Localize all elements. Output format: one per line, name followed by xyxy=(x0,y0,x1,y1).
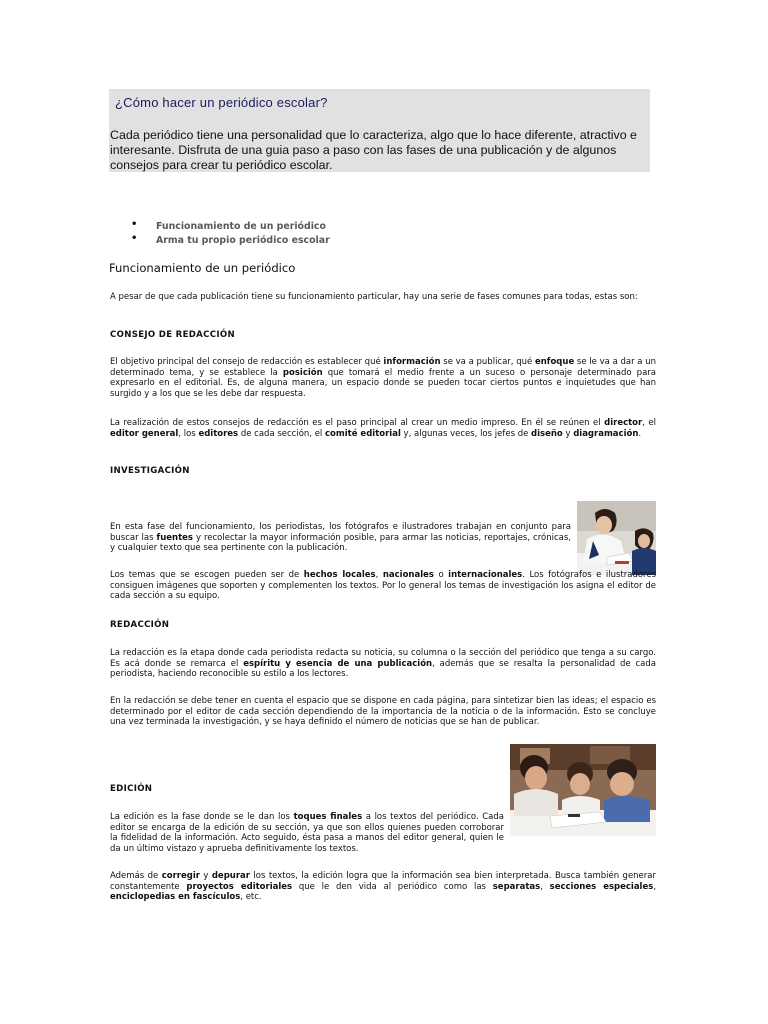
heading-redaccion: REDACCIÓN xyxy=(110,620,170,630)
toc-link-arma-tu-periodico[interactable] xyxy=(128,235,330,249)
edicion-paragraph-2: Además de corregir y depurar los textos, la edición logra que la información sea bien interpretada. Busca también generar constantemente proyectos editoriales que le den vida al periódico como las separatas, secciones especiales, enciclopedias en fascículos, etc. xyxy=(110,871,657,903)
bold-term: comité editorial xyxy=(325,428,401,439)
toc-link-label: Funcionamiento de un periódico xyxy=(156,221,326,232)
redaccion-paragraph-1: La redacción es la etapa donde cada periodista redacta su noticia, su columna o la sección del periódico que tenga a su cargo. Es acá donde se remarca el espíritu y esencia de una publicación, además que se resalta la personalidad de cada periodista, haciendo reconocible su estilo a los lectores. xyxy=(110,648,656,680)
bold-term: enfoque xyxy=(534,357,575,367)
header-intro: Cada periódico tiene una personalidad que lo caracteriza, algo que lo hace diferente, atractivo e interesante. Disfruta de una guia paso a paso con las fases de una publicación y de algunos consejos para crear tu periódico escolar. xyxy=(110,128,637,172)
section-intro: A pesar de que cada publicación tiene su funcionamiento particular, hay una serie de fases comunes para todas, estas son: xyxy=(110,292,638,302)
heading-edicion: EDICIÓN xyxy=(110,784,153,794)
bullet-icon: • xyxy=(131,233,138,244)
bold-term: corregir xyxy=(161,871,200,881)
bold-term: nacionales xyxy=(382,570,434,580)
bold-term: depurar xyxy=(211,871,250,881)
section-heading: Funcionamiento de un periódico xyxy=(109,261,296,275)
investigacion-paragraph-1: En esta fase del funcionamiento, los periodistas, los fotógrafos e ilustradores trabajan en conjunto para buscar las fuentes y recolectar la mayor información posible, para armar las noticias, reportajes, crónicas, y cualquier texto que sea pertinente con la publicación. xyxy=(110,522,571,554)
bold-term: toques finales xyxy=(293,812,363,822)
bold-term: director xyxy=(604,418,643,428)
bold-term: información xyxy=(383,357,441,367)
consejo-paragraph-2: La realización de estos consejos de redacción es el paso principal al crear un medio impreso. En él se reúnen el director, el editor general, los editores de cada sección, el comité editorial y, algunas veces, los jefes de diseño y diagramación. xyxy=(110,418,656,439)
bold-term: internacionales xyxy=(448,570,523,580)
edicion-paragraph-1: La edición es la fase donde se le dan los toques finales a los textos del periódico. Cada editor se encarga de la edición de su sección, ya que son ellos quienes pueden corroborar la fidelidad de la información. Acto seguido, ésta pasa a manos del editor general, quien le da un último vistazo y aprueba definitivamente los textos. xyxy=(110,812,504,854)
bold-term: editores xyxy=(198,428,239,439)
bold-term: proyectos editoriales xyxy=(186,881,293,892)
heading-consejo: CONSEJO DE REDACCIÓN xyxy=(110,330,235,340)
students-group-photo xyxy=(510,744,656,836)
bold-term: separatas xyxy=(492,881,541,892)
bold-term: hechos locales xyxy=(303,570,376,580)
toc-link-funcionamiento[interactable] xyxy=(128,221,330,235)
bold-term: espíritu y esencia de una publicación xyxy=(243,658,433,669)
toc-link-label: Arma tu propio periódico escolar xyxy=(156,235,330,246)
bullet-icon: • xyxy=(131,219,138,230)
page-title: ¿Cómo hacer un periódico escolar? xyxy=(115,95,328,110)
redaccion-paragraph-2: En la redacción se debe tener en cuenta el espacio que se dispone en cada página, para sintetizar bien las ideas; el espacio es determinado por el editor de cada sección dependiendo de la importancia de la noticia o de la información. Esto se concluye una vez terminada la investigación, y se haya definido el número de noticias que se han de publicar. xyxy=(110,696,656,728)
students-writing-photo xyxy=(577,501,656,575)
bold-term: editor general xyxy=(110,428,179,439)
bold-term: enciclopedias en fascículos xyxy=(110,892,241,903)
bold-term: fuentes xyxy=(156,532,193,543)
header-box xyxy=(109,89,650,172)
heading-investigacion: INVESTIGACIÓN xyxy=(110,466,190,476)
bold-term: posición xyxy=(282,367,323,378)
bold-term: diagramación xyxy=(573,428,639,439)
table-of-contents xyxy=(128,221,330,249)
consejo-paragraph-1: El objetivo principal del consejo de redacción es establecer qué información se va a publicar, qué enfoque se le va a dar a un determinado tema, y se establece la posición que tomará el medio frente a un suceso o personaje determinado para expresarlo en el editorial. Es, de alguna manera, un espacio donde se pueden tocar ciertos puntos e inquietudes que han surgido y a los que se les debe dar respuesta. xyxy=(110,357,656,399)
bold-term: secciones especiales xyxy=(549,881,654,892)
investigacion-paragraph-2: Los temas que se escogen pueden ser de hechos locales, nacionales o internacionales. Los fotógrafos e ilustradores consiguen imágenes que soporten y complementen los textos. Por lo general los temas de investigación los asigna el editor de cada sección a su equipo. xyxy=(110,570,657,602)
bold-term: diseño xyxy=(531,428,563,439)
